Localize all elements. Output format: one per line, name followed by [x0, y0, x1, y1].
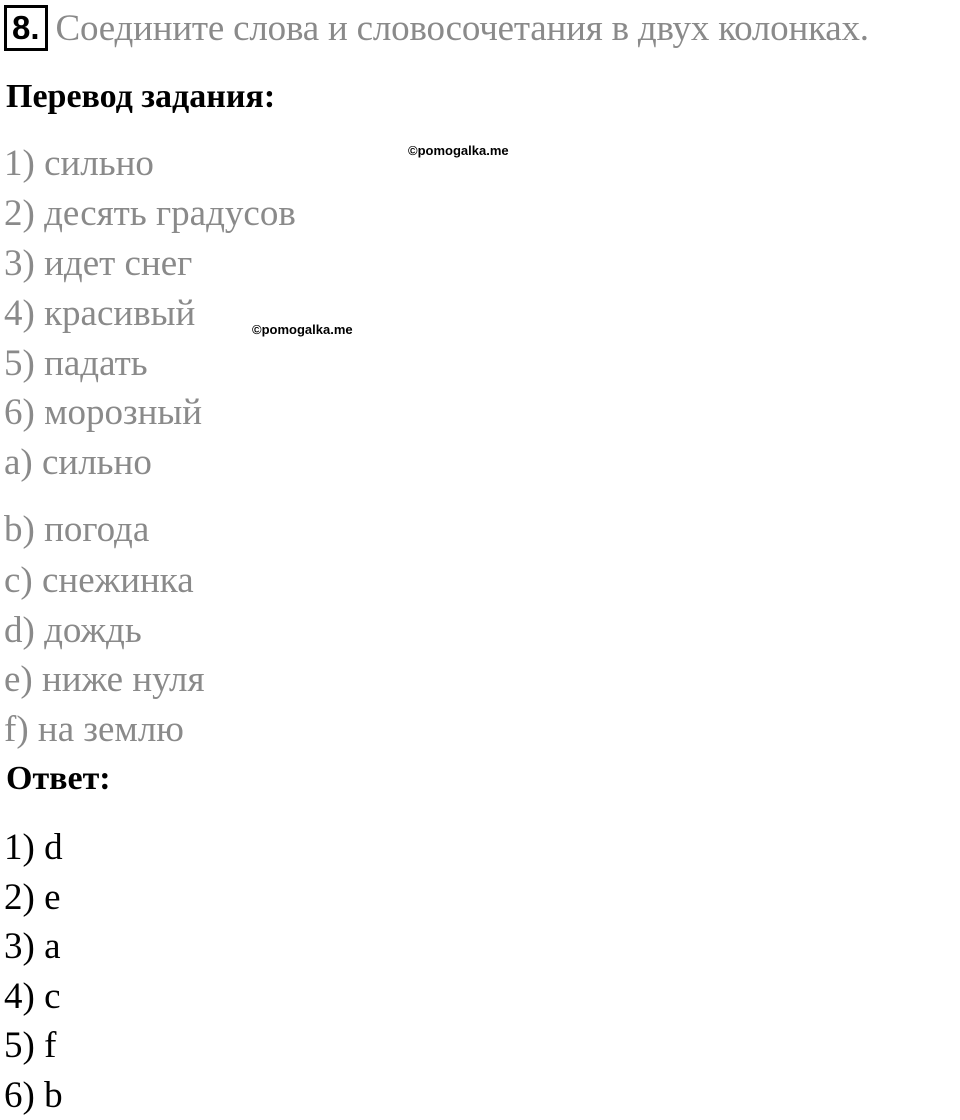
list-item: c) снежинка	[4, 560, 194, 601]
answer-item: 3) a	[4, 926, 61, 967]
answer-item: 1) d	[4, 827, 63, 868]
task-number-badge: 8.	[4, 5, 48, 51]
list-item: b) погода	[4, 509, 150, 550]
list-item: a) сильно	[4, 442, 152, 483]
watermark-middle: ©pomogalka.me	[252, 322, 353, 337]
list-item: 5) падать	[4, 343, 148, 384]
task-header	[4, 4, 869, 52]
list-item: 4) красивый	[4, 293, 196, 334]
list-item: d) дождь	[4, 610, 142, 651]
list-item: 1) сильно	[4, 143, 154, 184]
answer-heading: Ответ:	[6, 760, 111, 797]
watermark-top: ©pomogalka.me	[408, 143, 509, 158]
task-text: Соедините слова и словосочетания в двух колонках.	[55, 7, 869, 49]
translation-heading: Перевод задания:	[6, 78, 276, 115]
list-item: e) ниже нуля	[4, 659, 205, 700]
list-item: 2) десять градусов	[4, 193, 296, 234]
answer-item: 4) c	[4, 976, 61, 1017]
list-item: 3) идет снег	[4, 243, 193, 284]
answer-item: 2) e	[4, 877, 61, 918]
answer-item: 6) b	[4, 1075, 63, 1116]
list-item: 6) морозный	[4, 392, 203, 433]
list-item: f) на землю	[4, 709, 184, 750]
answer-item: 5) f	[4, 1025, 57, 1066]
